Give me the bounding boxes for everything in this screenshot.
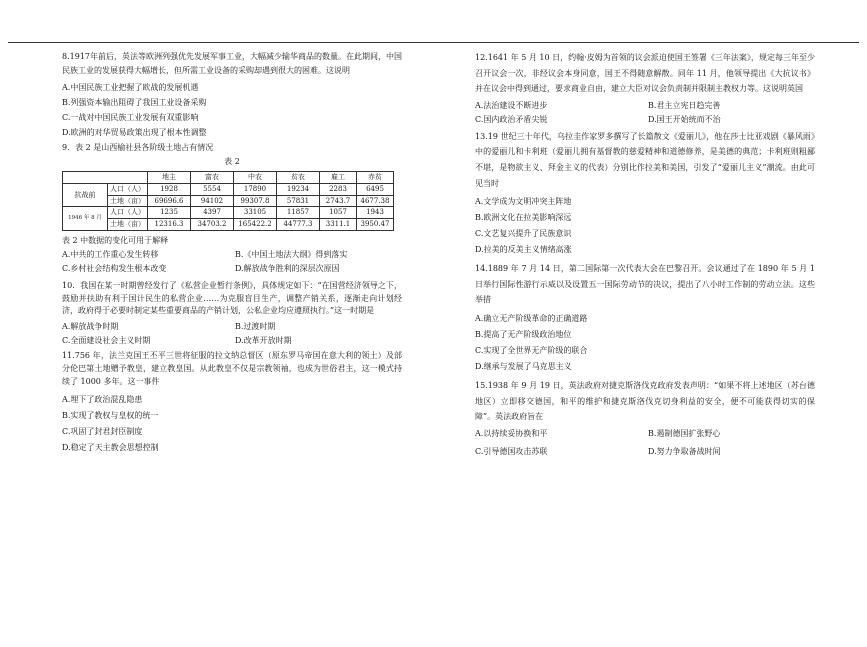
table-cell: 3311.1 xyxy=(320,219,357,231)
table-cell: 2283 xyxy=(320,183,357,195)
question-15-options xyxy=(475,429,815,457)
table-cell: 34703.2 xyxy=(191,219,234,231)
table-cell: 11857 xyxy=(277,207,320,219)
option-d[interactable]: D.拉美的反美主义情绪高涨 xyxy=(475,245,572,255)
table-cell: 2743.7 xyxy=(320,195,357,207)
option-b[interactable]: B.过渡时期 xyxy=(235,322,276,332)
option-c[interactable]: C.引导德国攻击苏联 xyxy=(475,446,548,456)
question-9-stem: 9．表 2 是山西榆社县各阶级土地占有情况 xyxy=(62,143,214,152)
table-cell: 12316.3 xyxy=(148,219,191,231)
option-a[interactable]: A.以持续妥协换和平 xyxy=(475,428,548,438)
table-corner-cell xyxy=(63,172,148,184)
option-a[interactable]: A.文学成为文明冲突主阵地 xyxy=(475,197,572,207)
option-a[interactable]: A.解放战争时期 xyxy=(62,322,119,332)
right-column xyxy=(475,50,815,457)
table-cell: 94102 xyxy=(191,195,234,207)
option-d[interactable]: D.国王开始统而不治 xyxy=(648,114,721,124)
option-c[interactable]: C.国内政治矛盾尖锐 xyxy=(475,114,548,124)
option-c[interactable]: C.文艺复兴提升了民族意识 xyxy=(475,229,572,239)
table-cell: 3950.47 xyxy=(357,219,394,231)
table-cell: 69696.6 xyxy=(148,195,191,207)
period-cell: 抗战前 xyxy=(63,183,108,207)
header-cell: 中农 xyxy=(234,172,277,184)
table-cell: 19234 xyxy=(277,183,320,195)
table-cell: 33105 xyxy=(234,207,277,219)
question-11-stem: 11.756 年，法兰克国王丕平三世将征服的拉文纳总督区（原东罗马帝国在意大利的领土）及部分伦巴第土地赠予教皇，建立教皇国。从此教皇不仅是宗教领袖，也成为世俗君主，这一模式持续了 1000 多年。这一事件 xyxy=(62,351,402,386)
left-column xyxy=(62,50,402,459)
table-cell: 4677.38 xyxy=(357,195,394,207)
table-cell: 5554 xyxy=(191,183,234,195)
option-c[interactable]: C.一战对中国民族工业发展有双重影响 xyxy=(62,113,199,122)
option-d[interactable]: D.欧洲的对华贸易政策出现了根本性调整 xyxy=(62,128,207,137)
question-15 xyxy=(475,378,815,457)
option-b[interactable]: B.《中国土地法大纲》得到落实 xyxy=(235,249,348,259)
option-c[interactable]: C.乡村社会结构发生根本改变 xyxy=(62,263,167,273)
option-c[interactable]: C.实现了全世界无产阶级的联合 xyxy=(475,345,588,355)
land-ownership-table xyxy=(62,171,394,231)
question-10 xyxy=(62,280,402,346)
period-cell: 1946 年 8 月 xyxy=(63,207,108,231)
table-cell: 17890 xyxy=(234,183,277,195)
question-12-stem: 12.1641 年 5 月 10 日，约翰·皮姆为首领的议会派迫使国王签署《三年法案》，规定每三年至少召开议会一次，非经议会本身同意，国王不得随意解散。同年 11 月，他领导提出《大抗议书》并在议会中得到通过，要求商业自由，建立大臣对议会负责制并限制主教权力等。这说明英国 xyxy=(475,53,815,94)
header-cell: 贫农 xyxy=(277,172,320,184)
table-cell: 57831 xyxy=(277,195,320,207)
option-a[interactable]: A.中共的工作重心发生转移 xyxy=(62,249,159,259)
header-cell: 富农 xyxy=(191,172,234,184)
option-d[interactable]: D.稳定了天主教会思想控制 xyxy=(62,442,159,452)
question-14-stem: 14.1889 年 7 月 14 日，第二国际第一次代表大会在巴黎召开。会议通过了在 1890 年 5 月 1 日举行国际性游行示威以及设置五一国际劳动节的决议，提出了八小时工作制的劳动立法。这些举措 xyxy=(475,264,815,305)
header-cell: 雇工 xyxy=(320,172,357,184)
option-a[interactable]: A.法治建设不断进步 xyxy=(475,100,548,110)
question-13 xyxy=(475,129,815,255)
question-12-options xyxy=(475,101,815,125)
table-cell: 99307.8 xyxy=(234,195,277,207)
question-9-options xyxy=(62,250,402,274)
option-b[interactable]: B.君主立宪日趋完善 xyxy=(648,100,721,110)
option-b[interactable]: B.欧洲文化在拉美影响深远 xyxy=(475,213,572,223)
option-d[interactable]: D.继承与发展了马克思主义 xyxy=(475,361,572,371)
question-10-stem: 10．我国在某一时期曾经发行了《私营企业暂行条例》，具体规定如下：“在国营经济领导之下，鼓励并扶助有利于国计民生的私营企业……为克服盲目生产，调整产销关系，逐渐走向计划经济，政府得于必要时制定某些重要商品的产销计划，公私企业均应遵照执行。”这一时期是 xyxy=(62,280,402,316)
row-label-cell: 人口（人） xyxy=(108,207,148,219)
question-9 xyxy=(62,143,402,274)
option-b[interactable]: B.遏制德国扩张野心 xyxy=(648,428,721,438)
question-14 xyxy=(475,261,815,372)
option-d[interactable]: D.努力争取备战时间 xyxy=(648,446,721,456)
question-8-stem: 8.1917年前后，英法等欧洲列强优先发展军事工业，大幅减少输华商品的数量。在此期间，中国民族工业的发展获得大幅增长，但所需工业设备的采购却遇到很大的困难。这说明 xyxy=(62,52,402,75)
row-label-cell: 土地（亩） xyxy=(108,195,148,207)
table-cell: 6495 xyxy=(357,183,394,195)
header-cell: 赤贫 xyxy=(357,172,394,184)
table-cell: 44777.3 xyxy=(277,219,320,231)
table-caption: 表 2 xyxy=(224,157,240,166)
table-cell: 1928 xyxy=(148,183,191,195)
option-d[interactable]: D.改革开放时期 xyxy=(235,336,292,346)
table-note: 表 2 中数据的变化可用于解释 xyxy=(62,235,169,245)
option-b[interactable]: B.列强资本输出阻碍了我国工业设备采购 xyxy=(62,98,207,107)
question-15-stem: 15.1938 年 9 月 19 日，英法政府对捷克斯洛伐克政府发表声明：“如果不将上述地区（苏台德地区）立即移交德国，和平的维护和捷克斯洛伐克切身利益的安全，便不可能获得切实的保障”。英法政府旨在 xyxy=(475,380,815,422)
table-cell: 1235 xyxy=(148,207,191,219)
question-8 xyxy=(62,50,402,138)
option-a[interactable]: A.确立无产阶级革命的正确道路 xyxy=(475,313,588,323)
option-c[interactable]: C.全面建设社会主义时期 xyxy=(62,336,151,346)
table-cell: 165422.2 xyxy=(234,219,277,231)
question-11 xyxy=(62,350,402,452)
row-label-cell: 人口（人） xyxy=(108,183,148,195)
option-b[interactable]: B.提高了无产阶级政治地位 xyxy=(475,329,572,339)
option-d[interactable]: D.解放战争胜利的深层次原因 xyxy=(235,263,340,273)
header-rule xyxy=(8,42,859,43)
option-b[interactable]: B.实现了教权与皇权的统一 xyxy=(62,410,159,420)
option-a[interactable]: A.埋下了政治混乱隐患 xyxy=(62,394,143,404)
question-12 xyxy=(475,50,815,125)
option-a[interactable]: A.中国民族工业把握了欧战的发展机遇 xyxy=(62,83,199,92)
question-10-options xyxy=(62,322,402,346)
header-cell: 地主 xyxy=(148,172,191,184)
row-label-cell: 土地（亩） xyxy=(108,219,148,231)
option-c[interactable]: C.巩固了封君封臣制度 xyxy=(62,426,143,436)
question-13-stem: 13.19 世纪三十年代，乌拉圭作家罗多撰写了长篇散文《爱丽儿》，他在莎士比亚戏剧《暴风雨》中的爱丽儿和卡利班（爱丽儿拥有基督教的慈爱精神和道德修养，是美德的典范；卡利班则粗鄙不堪，是物欲主义、拜金主义的代表）分别比作拉美和美国，引发了“爱丽儿主义”潮流。由此可见当时 xyxy=(475,131,815,188)
table-cell: 1943 xyxy=(357,207,394,219)
table-cell: 1057 xyxy=(320,207,357,219)
table-cell: 4397 xyxy=(191,207,234,219)
